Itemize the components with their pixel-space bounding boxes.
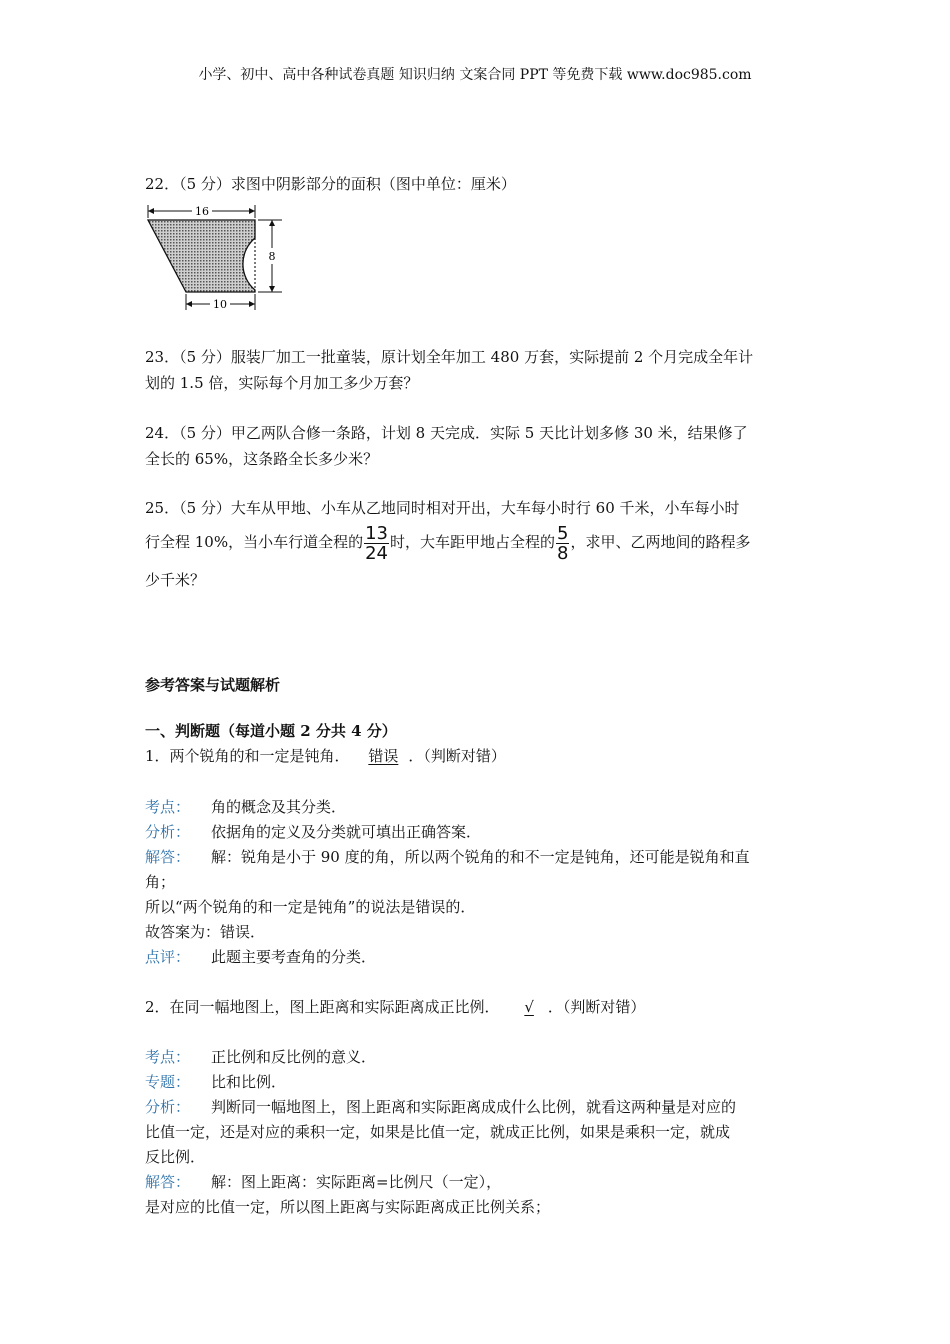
answers-title: 参考答案与试题解析	[145, 676, 281, 694]
fenxi-text: 判断同一幅地图上，图上距离和实际距离成成什么比例，就看这两种量是对应的	[211, 1098, 737, 1116]
a1-jieda-row	[145, 845, 750, 869]
jieda-text: 解：锐角是小于 90 度的角，所以两个锐角的和不一定是钝角，还可能是锐角和直	[211, 848, 750, 866]
dianping-label: 点评：	[145, 948, 191, 966]
question-24-line-1: 24．（5 分）甲乙两队合修一条路，计划 8 天完成．实际 5 天比计划多修 30 米，结果修了	[145, 424, 748, 442]
kaodian-label: 考点：	[145, 798, 191, 816]
fraction-numerator: 5	[557, 522, 569, 544]
q25-text-a: 行全程 10%，当小车行道全程的	[145, 533, 364, 551]
question-25-line-3: 少千米？	[145, 571, 206, 589]
question-25-line-2	[145, 522, 751, 563]
q25-text-b: 时，大车距甲地占全程的	[390, 533, 556, 551]
a2-jieda-row	[145, 1170, 501, 1194]
answer-2-stem-suffix: ．（判断对错）	[547, 998, 646, 1016]
answer-1-stem	[145, 744, 506, 768]
jieda-label: 解答：	[145, 848, 191, 866]
question-25-line-1: 25．（5 分）大车从甲地、小车从乙地同时相对开出，大车每小时行 60 千米，小车每小时	[145, 499, 740, 517]
a2-jieda-line-2: 是对应的比值一定，所以图上距离与实际距离成正比例关系；	[145, 1198, 551, 1216]
question-23-line-2: 划的 1.5 倍，实际每个月加工多少万套？	[145, 374, 419, 392]
a2-zhuanti-row	[145, 1070, 286, 1094]
bottom-length-label: 10	[213, 298, 227, 311]
fraction-numerator: 13	[365, 522, 389, 544]
question-23-line-1: 23．（5 分）服装厂加工一批童装，原计划全年加工 480 万套，实际提前 2 个月完成全年计	[145, 348, 754, 366]
page-header: 小学、初中、高中各种试卷真题 知识归纳 文案合同 PPT 等免费下载 www.doc985.com	[198, 67, 752, 83]
fenxi-text: 依据角的定义及分类就可填出正确答案．	[211, 823, 482, 841]
kaodian-text: 角的概念及其分类．	[211, 798, 347, 816]
zhuanti-label: 专题：	[145, 1073, 191, 1091]
a1-jieda-line-2: 角；	[145, 873, 176, 891]
a2-fenxi-line-2: 比值一定，还是对应的乘积一定，如果是比值一定，就成正比例，如果是乘积一定，就成	[145, 1123, 731, 1141]
a2-fenxi-row	[145, 1095, 736, 1119]
shaded-region	[148, 220, 255, 292]
a1-jieda-line-3: 所以“两个锐角的和一定是钝角”的说法是错误的．	[145, 898, 476, 916]
height-label: 8	[268, 250, 276, 263]
kaodian-label: 考点：	[145, 1048, 191, 1066]
question-22: 22．（5 分）求图中阴影部分的面积（图中单位：厘米）	[145, 175, 516, 193]
answer-2-stem	[145, 995, 645, 1019]
fraction-denominator: 8	[557, 542, 569, 564]
a2-fenxi-line-3: 反比例．	[145, 1148, 206, 1166]
answer-1-stem-text: 1．两个锐角的和一定是钝角．	[145, 747, 350, 765]
answer-1-blank: 错误	[368, 747, 399, 765]
q25-text-c: ，求甲、乙两地间的路程多	[570, 533, 751, 551]
fraction-5-8	[556, 524, 569, 563]
kaodian-text: 正比例和反比例的意义．	[211, 1048, 377, 1066]
a2-kaodian-row	[145, 1045, 376, 1069]
a1-fenxi-row	[145, 820, 481, 844]
fenxi-label: 分析：	[145, 1098, 191, 1116]
answer-1-stem-suffix: ．（判断对错）	[408, 747, 506, 765]
top-length-label: 16	[195, 205, 209, 218]
a1-dianping-row	[145, 945, 376, 969]
a1-kaodian-row	[145, 795, 346, 819]
answer-2-stem-text: 2．在同一幅地图上，图上距离和实际距离成正比例．	[145, 998, 500, 1016]
trapezoid-figure	[140, 200, 290, 320]
fraction-denominator: 24	[365, 542, 389, 564]
zhuanti-text: 比和比例．	[211, 1073, 287, 1091]
a1-jieda-line-4: 故答案为：错误．	[145, 923, 266, 941]
jieda-label: 解答：	[145, 1173, 191, 1191]
jieda-text: 解：图上距离：实际距离=比例尺（一定），	[211, 1173, 502, 1191]
section-1-title: 一、判断题（每道小题 2 分共 4 分）	[145, 722, 397, 740]
question-24-line-2: 全长的 65%，这条路全长多少米？	[145, 450, 379, 468]
fraction-13-24	[364, 524, 389, 563]
fenxi-label: 分析：	[145, 823, 191, 841]
answer-2-blank: √	[524, 998, 534, 1016]
dianping-text: 此题主要考查角的分类．	[211, 948, 377, 966]
